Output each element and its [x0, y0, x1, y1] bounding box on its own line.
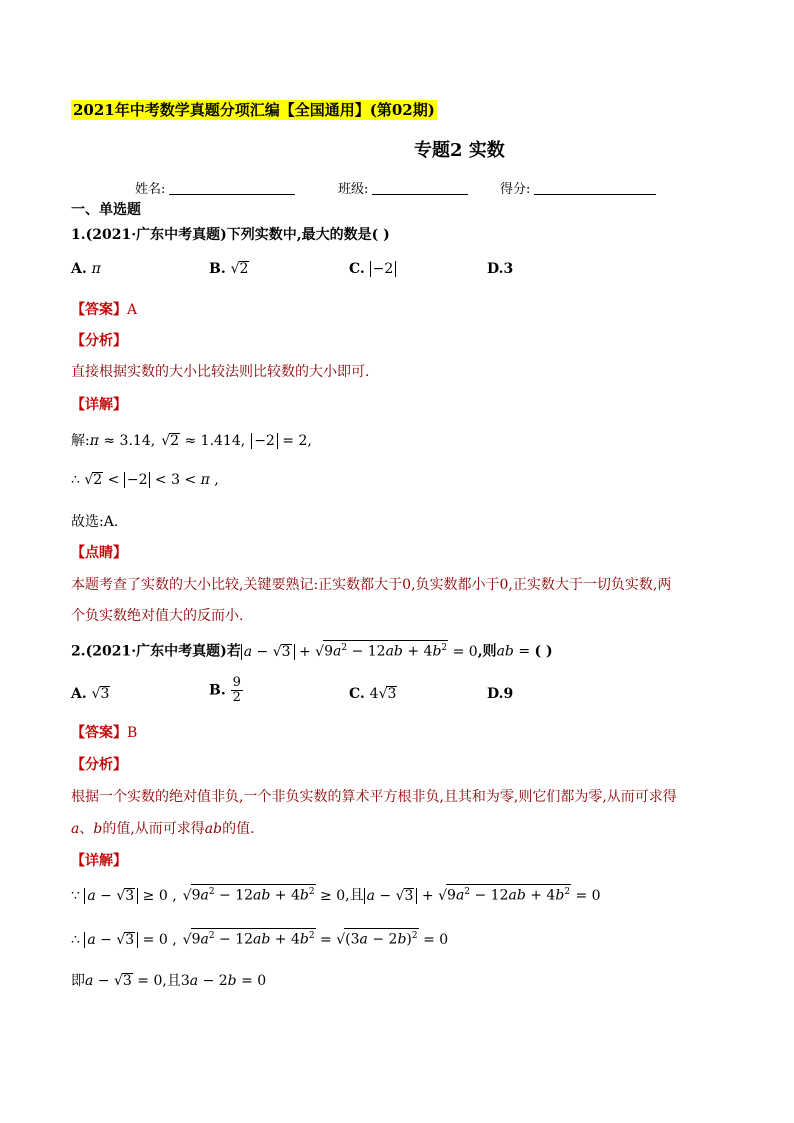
name-blank[interactable]	[169, 182, 295, 195]
q2-detail-label: 【详解】	[71, 853, 127, 869]
q2-option-d[interactable]: D.9	[487, 686, 514, 702]
q2-detail-line-1: ∵ a − √3 ≥ 0 , $√9a^2 - 12ab + 4b^2 \ge 0$,且 $a - √3 + √9a^2 - 12ab + 4b^2 = 0$	[71, 884, 601, 905]
q1-choose: 故选:A.	[71, 514, 119, 530]
q2-detail-line-2: ∴ a − √3 = 0 , $√9a^2 - 12ab + 4b^2 = √(3a - 2b)^2 = 0$	[71, 928, 448, 948]
section-title: 一、单选题	[71, 202, 141, 218]
q2-analysis-line-1: 根据一个实数的绝对值非负,一个非负实数的算术平方根非负,且其和为零,则它们都为零,从而可求得	[71, 789, 677, 805]
q1-comment-line-2: 个负实数绝对值大的反而小.	[71, 608, 244, 624]
q1-detail-label: 【详解】	[71, 397, 127, 413]
q1-stem: 1.(2021·广东中考真题)下列实数中,最大的数是( )	[71, 227, 390, 243]
q1-option-c[interactable]: C. −2	[349, 261, 396, 277]
score-field[interactable]	[500, 178, 656, 197]
series-banner: 2021年中考数学真题分项汇编【全国通用】(第02期)	[73, 101, 435, 119]
q1-analysis-text: 直接根据实数的大小比较法则比较数的大小即可.	[71, 364, 370, 380]
score-blank[interactable]	[534, 182, 656, 195]
q2-option-c[interactable]: C. 4√3	[349, 686, 397, 702]
page-title: 专题2 实数	[414, 140, 505, 161]
q2-option-b[interactable]: B. $\frac{9}{2}$	[209, 675, 241, 705]
q2-option-a[interactable]: A. √3	[71, 686, 110, 702]
q1-option-d[interactable]: D.3	[487, 261, 514, 277]
q2-stem: 2.(2021·广东中考真题)若 $a - √3 + √9a^2 - 12ab + 4b^2 = 0$,则ab = ( )	[71, 640, 553, 661]
q1-answer: 【答案】A	[71, 302, 138, 318]
class-blank[interactable]	[372, 182, 468, 195]
name-label: 姓名:	[135, 182, 166, 197]
score-label: 得分:	[500, 182, 531, 197]
q1-analysis-label: 【分析】	[71, 333, 127, 349]
q1-option-a[interactable]: A. π	[71, 261, 101, 277]
name-field[interactable]	[135, 178, 295, 197]
q1-detail-line-1: 解:π ≈ 3.14, √2 ≈ 1.414, −2 = 2,	[71, 433, 312, 449]
class-field[interactable]	[338, 178, 468, 197]
q2-analysis-line-2: a、b的值,从而可求得ab的值.	[71, 821, 255, 837]
q1-comment-line-1: 本题考查了实数的大小比较,关键要熟记:正实数都大于0,负实数都小于0,正实数大于一切负实数,两	[71, 577, 672, 593]
class-label: 班级:	[338, 182, 369, 197]
q2-detail-line-3: 即a − √3 = 0,且3a − 2b = 0	[71, 973, 267, 989]
q2-answer: 【答案】B	[71, 725, 138, 741]
q1-option-b[interactable]: B. √2	[209, 261, 249, 277]
q2-analysis-label: 【分析】	[71, 757, 127, 773]
q1-comment-label: 【点睛】	[71, 545, 127, 561]
q1-detail-line-2: ∴ √2 < −2 < 3 < π ,	[71, 472, 219, 488]
